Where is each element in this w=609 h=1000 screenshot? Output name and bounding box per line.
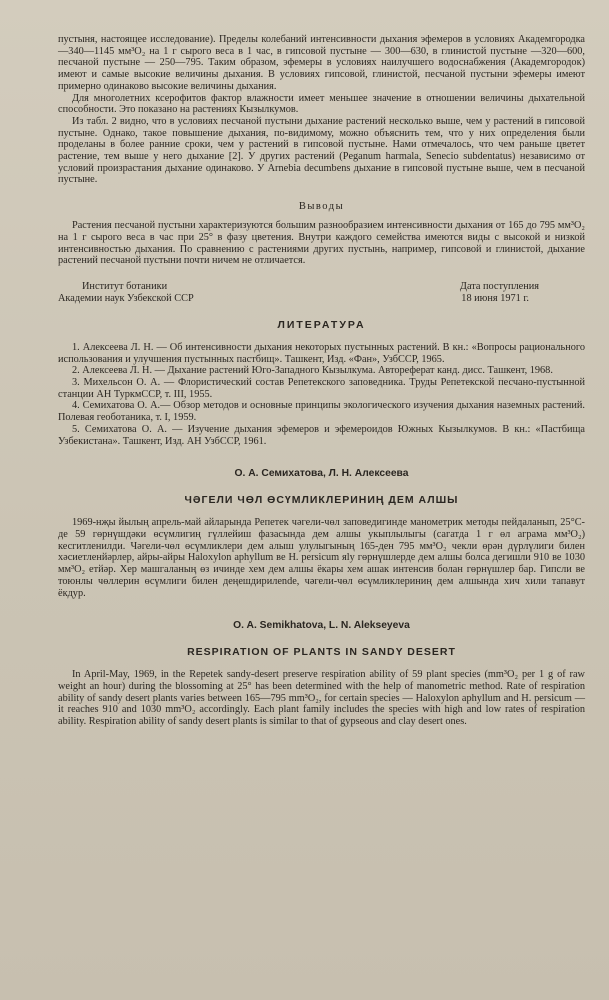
paragraph-xerophytes: Для многолетних ксерофитов фактор влажности имеет меньшее значение в отношении величины дыхательной способности. Это показано на растениях Кызылкумов. <box>58 92 585 116</box>
reference-item: 3. Михельсон О. А. — Флористический состав Репетекского заповедника. Труды Репетекской песчано-пустынной станции АН ТуркмССР, т. III, 1955. <box>58 377 585 400</box>
received-label: Дата поступления <box>459 280 539 292</box>
paragraph-table-2: Из табл. 2 видно, что в условиях песчаной пустыни дыхание растений несколько выше, чем у растений в гипсовой пустыне. Однако, такое повышение дыхания, по-видимому, можно объяснить тем, что у них определения были проделаны в более ранние сроки, чем у растений в гипсовой пустыне. Нами отмечалось, что чем раньше цветет растение, тем выше у него дыхание [2]. У других растений (Peganum harmala, Senecio subdentatus) независимо от условий произрастания дыхание одинаково. У Arnebia decumbens дыхание в гипсовой пустыне выше, чем в песчаной пустыне. <box>58 115 585 186</box>
received-date: 18 июня 1971 г. <box>461 292 529 304</box>
conclusions-heading: Выводы <box>298 201 345 213</box>
uzbek-abstract: 1969-нҗы йылың апрель-май айларында Репетек чәгели-чөл заповедигинде манометрик методы пейдаланып, 25°С-де 59 гөрнүшдәки өсүмлигиң гүллейиш фазасында дем алшы укыплылыгы (сагатда 1 г өл аграма мм³O₂) кесгитленилди. Чәгели-чөл өсүмликлери дем алыш улулыгының 165-ден 795 мм³O₂ чекли өрән дүрлүлиги билен хәсиетленйәрлер, айры-айры Haloxylon aphyllum ве H. persicum яly гөрнүшлерде дем алшы болса дегишли 910 ве 1030 мм³O₂ етйәр. Хер машгаланың өз ичинде хем дем алшы ёкары хем ашак интенсив болан гөрнүшлер бар. Гипсли ве тоюнлы чөллерин өсүмлиги билен деңешдирилende, чәгели-чөл өсүмликлериниң дем алшында хич хили тапавут ёкдур. <box>58 517 585 599</box>
uzbek-title: ЧӘГЕЛИ ЧӨЛ ӨСҮМЛИКЛЕРИНИҢ ДЕМ АЛШЫ <box>184 494 459 507</box>
english-authors: O. A. Semikhatova, L. N. Alekseyeva <box>233 620 410 632</box>
uzbek-authors: О. А. Семихатова, Л. Н. Алексеева <box>234 468 409 480</box>
reference-item: 5. Семихатова О. А. — Изучение дыхания эфемеров и эфемероидов Южных Кызылкумов. В кн.: «Пастбища Узбекистана». Ташкент, Изд. АН УзбССР, 1961. <box>58 423 585 447</box>
english-title: RESPIRATION OF PLANTS IN SANDY DESERT <box>187 646 456 659</box>
reference-item: 2. Алексеева Л. Н. — Дыхание растений Юго-Западного Кызылкума. Автореферат канд. дисс. Ташкент, 1968. <box>72 365 553 377</box>
reference-item: 1. Алексеева Л. Н. — Об интенсивности дыхания некоторых пустынных растений. В кн.: «Вопросы рационального использования и улучшения пустынных пастбищ». Ташкент, Изд. «Фан», УзбССР, 1965. <box>58 341 585 365</box>
institution-block <box>58 281 585 305</box>
conclusions-text: Растения песчаной пустыни характеризуются большим разнообразием интенсивности дыхания от 165 до 795 мм³O₂ на 1 г сырого веса в час при 25° в фазу цветения. Внутри каждого семейства имеются виды с высокой и низкой интенсивностью дыхания. По сравнению с растениями других пустынь, например, гипсовой и глинистой, дыхание растений песчаной пустыни почти ничем не отличается. <box>58 220 585 267</box>
reference-item: 4. Семихатова О. А.— Обзор методов и основные принципы экологического изучения дыхания наземных растений. Полевая геоботаника, т. I, 1959. <box>58 400 585 424</box>
english-abstract: In April-May, 1969, in the Repetek sandy-desert preserve respiration ability of 59 plant species (mm³O₂ per 1 g of raw weight an hour) during the blossoming at 25° has been determined with the help of manometric method. Rate of respiration ability of sandy desert plants varies between 165—795 mm³O₂, for certain species — Haloxylon aphyllum and H. persicum — it reaches 910 and 1030 mm³O₂ accordingly. Each plant family includes the species with high and low rates of respiration ability. Respiration ability of sandy desert plants is similar to that of gypseous and clay desert ones. <box>58 669 585 728</box>
paragraph-continuation: пустыня, настоящее исследование). Пределы колебаний интенсивности дыхания эфемеров в условиях Академгородка—340—1145 мм³O₂ на 1 г сырого веса в 1 час, в гипсовой пустыне — 300—630, в глинистой пустыне —320—600, песчаной пустыне — 250—795. Таким образом, эфемеры в условиях наилучшего водоснабжения (Академгородок) имеют и самые высокие величины дыхания. В условиях гипсовой, глинистой, песчаной пустыни эфемеры имеют примерно одинаково высокие величины дыхания. <box>58 34 585 92</box>
institution-name: Институт ботаники <box>82 280 168 292</box>
reference-list <box>58 342 585 447</box>
literature-heading: ЛИТЕРАТУРА <box>277 318 366 331</box>
institution-academy: Академии наук Узбекской ССР <box>58 292 194 304</box>
